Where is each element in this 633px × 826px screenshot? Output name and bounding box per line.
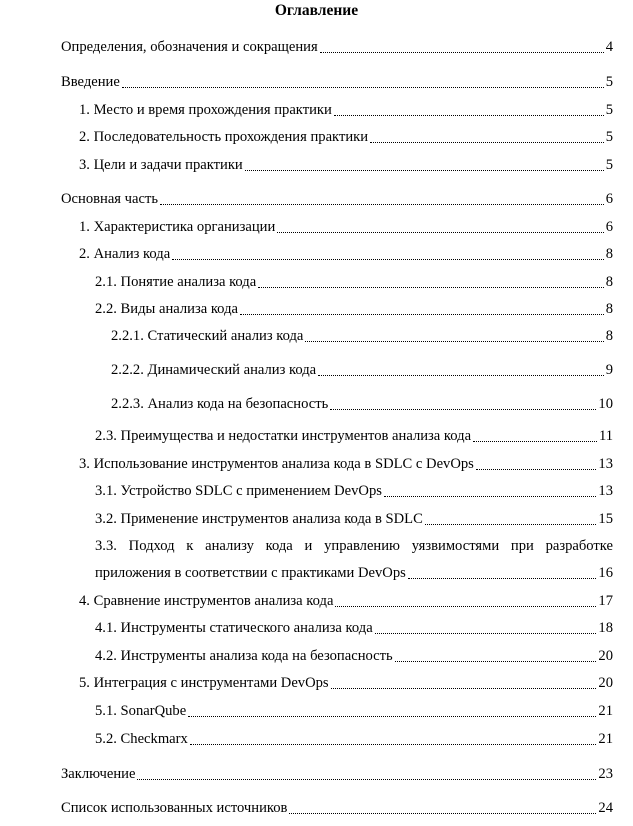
toc-entry-label: Введение [61,74,120,90]
toc-entry-multiline-first[interactable]: 3.3. Подход к анализу кода и управлению уязвимостями при разработке [95,538,613,554]
toc-entry[interactable] [95,426,613,446]
dot-leader [188,715,596,717]
toc-entry-page: 13 [598,456,613,472]
toc-entry-label: 2.3. Преимущества и недостатки инструментов анализа кода [95,428,472,444]
toc-entry[interactable] [95,481,613,501]
dot-leader [476,468,597,470]
toc-entry-page: 5 [605,157,613,173]
toc-entry-page: 5 [605,74,613,90]
toc-entry-page: 18 [598,620,613,636]
dot-leader [375,632,597,634]
toc-title: Оглавление [274,2,359,19]
toc-entry[interactable] [79,244,613,264]
toc-entry[interactable] [95,509,613,529]
toc-entry-page: 16 [598,565,613,581]
toc-entry[interactable] [95,701,613,721]
toc-entry-label: 2.2.2. Динамический анализ кода [111,362,317,378]
dot-leader [277,231,603,233]
toc-entry-page: 6 [605,191,613,207]
dot-leader [320,51,604,53]
toc-entry-page: 20 [598,675,613,691]
toc-entry[interactable] [95,618,613,638]
toc-entry-label: приложения в соответствии с практиками DevOps [95,565,406,581]
toc-entry-label: 3.1. Устройство SDLC с применением DevOps [95,483,382,499]
toc-entry[interactable] [95,563,613,583]
toc-entry[interactable] [79,454,613,474]
toc-entry-label: 3.2. Применение инструментов анализа кода в SDLC [95,511,423,527]
dot-leader [240,313,604,315]
toc-entry[interactable] [111,394,613,414]
toc-entry-label: 1. Характеристика организации [79,219,276,235]
dot-leader [190,743,597,745]
toc-entry-page: 5 [605,102,613,118]
toc-entry[interactable] [79,591,613,611]
toc-entry[interactable] [95,729,613,749]
toc-entry-label: 2. Анализ кода [79,246,171,262]
dot-leader [370,141,604,143]
toc-entry[interactable] [111,360,613,380]
dot-leader [473,440,597,442]
dot-leader [334,114,604,116]
dot-leader [335,605,596,607]
toc-entry-page: 13 [598,483,613,499]
toc-entry-definitions[interactable] [61,37,613,57]
toc-entry-page: 5 [605,129,613,145]
toc-entry-label: Определения, обозначения и сокращения [61,39,318,55]
toc-entry-page: 8 [605,328,613,344]
dot-leader [331,687,597,689]
toc-entry-label: 2.2.3. Анализ кода на безопасность [111,396,329,412]
toc-entry[interactable] [95,646,613,666]
toc-entry-label: 2.2.1. Статический анализ кода [111,328,304,344]
toc-entry-page: 8 [605,301,613,317]
dot-leader [395,660,597,662]
dot-leader [160,203,604,205]
toc-entry-main-part[interactable] [61,189,613,209]
toc-entry-introduction[interactable] [61,72,613,92]
toc-entry-label: 2.2. Виды анализа кода [95,301,238,317]
toc-entry-label: 2. Последовательность прохождения практики [79,129,369,145]
toc-entry-label: 4.1. Инструменты статического анализа кода [95,620,373,636]
dot-leader [318,374,604,376]
toc-entry[interactable] [79,100,613,120]
toc-entry-page: 15 [598,511,613,527]
toc-entry-page: 10 [598,396,613,412]
toc-entry-page: 21 [598,731,613,747]
toc-entry-label: 4. Сравнение инструментов анализа кода [79,593,334,609]
toc-entry-conclusion[interactable] [61,764,613,784]
toc-entry-references[interactable] [61,798,613,818]
toc-entry[interactable] [79,127,613,147]
toc-entry-label: 4.2. Инструменты анализа кода на безопасность [95,648,393,664]
dot-leader [122,86,604,88]
dot-leader [305,340,603,342]
toc-entry[interactable] [95,272,613,292]
toc-entry-page: 23 [598,766,613,782]
dot-leader [425,523,597,525]
toc-entry-label: 1. Место и время прохождения практики [79,102,332,118]
toc-entry-page: 6 [605,219,613,235]
toc-entry[interactable] [79,155,613,175]
dot-leader [330,408,596,410]
dot-leader [245,169,604,171]
dot-leader [172,258,604,260]
toc-entry-page: 24 [598,800,613,816]
dot-leader [384,495,596,497]
toc-entry-page: 11 [598,428,613,444]
toc-entry-page: 8 [605,274,613,290]
toc-entry-label: 5. Интеграция с инструментами DevOps [79,675,329,691]
toc-entry-label: 3. Использование инструментов анализа кода в SDLC с DevOps [79,456,474,472]
toc-entry[interactable] [95,299,613,319]
dot-leader [408,577,597,579]
toc-entry-label: Список использованных источников [61,800,288,816]
toc-entry-label: Основная часть [61,191,158,207]
toc-entry-label: 5.1. SonarQube [95,703,187,719]
toc-entry-page: 4 [605,39,613,55]
toc-entry-label: Заключение [61,766,136,782]
dot-leader [289,812,596,814]
toc-entry-page: 21 [598,703,613,719]
dot-leader [258,286,603,288]
toc-entry-page: 17 [598,593,613,609]
toc-entry-page: 20 [598,648,613,664]
toc-entry-label: 5.2. Checkmarx [95,731,188,747]
toc-entry-label: 2.1. Понятие анализа кода [95,274,257,290]
toc-entry[interactable] [79,217,613,237]
toc-entry-page: 9 [605,362,613,378]
toc-entry-page: 8 [605,246,613,262]
dot-leader [137,778,596,780]
toc-entry-label: 3. Цели и задачи практики [79,157,243,173]
toc-entry[interactable] [111,326,613,346]
toc-entry[interactable] [79,673,613,693]
